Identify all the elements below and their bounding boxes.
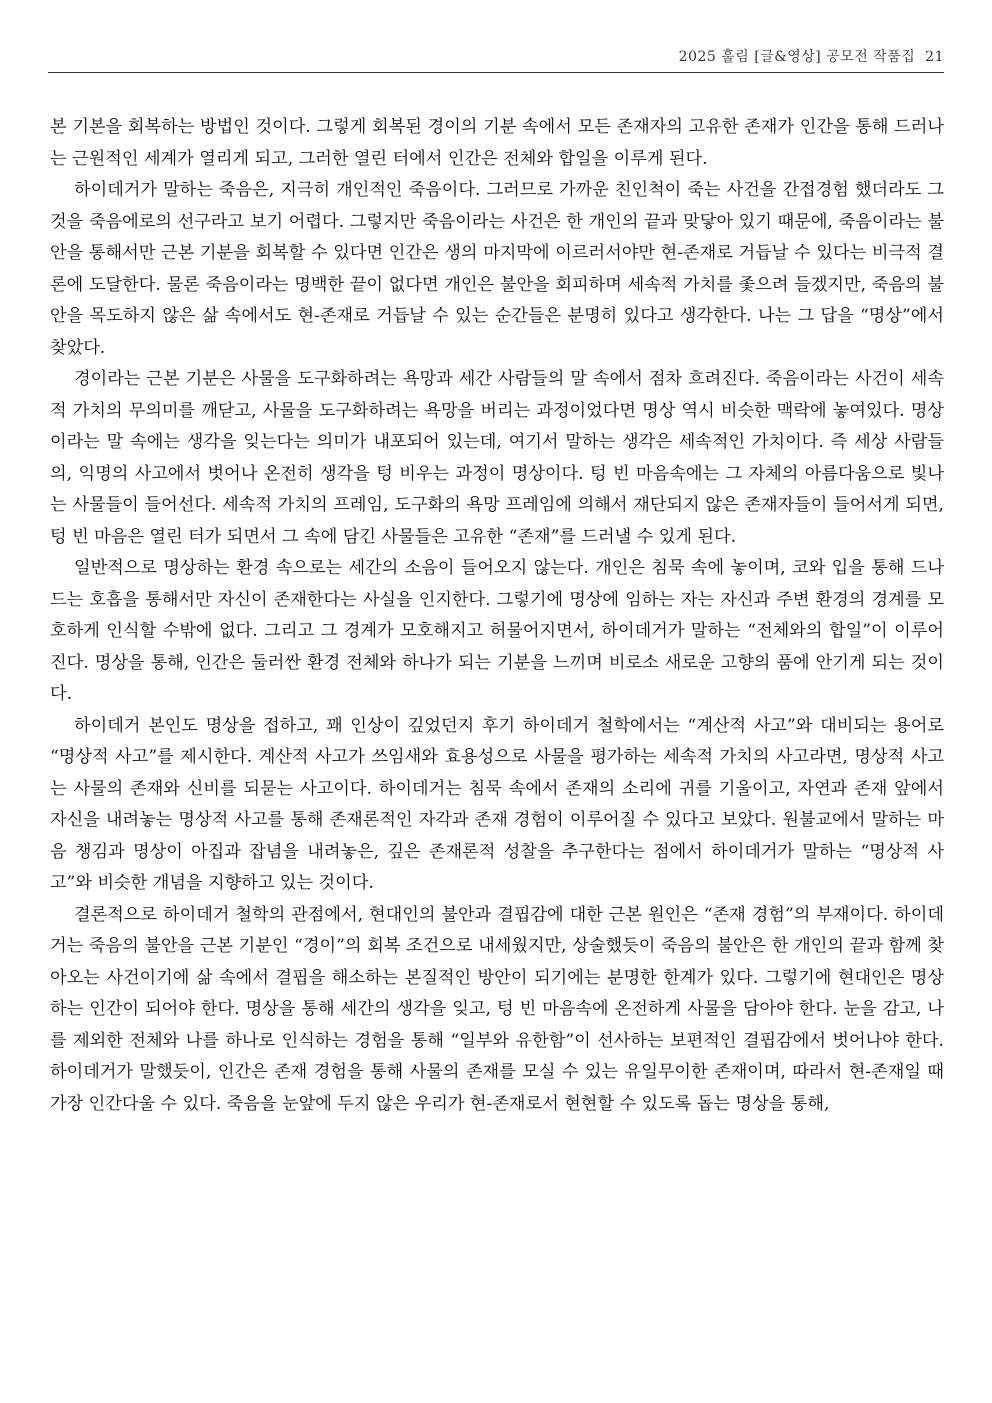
paragraph: 본 기본을 회복하는 방법인 것이다. 그렇게 회복된 경이의 기분 속에서 모든 존재자의 고유한 존재가 인간을 통해 드러나는 근원적인 세계가 열리게 되고, 그러한 열린 터에서 인간은 전체와 합일을 이루게 된다.	[50, 117, 944, 169]
running-header	[48, 40, 944, 73]
running-title: 2025 훌림 [글&영상] 공모전 작품집	[678, 49, 916, 65]
essay-body	[50, 112, 944, 1120]
paragraph: 경이라는 근본 기분은 사물을 도구화하려는 욕망과 세간 사람들의 말 속에서 점차 흐려진다. 죽음이라는 사건이 세속적 가치의 무의미를 깨닫고, 사물을 도구화하려는 욕망을 버리는 과정이었다면 명상 역시 비슷한 맥락에 놓여있다. 명상이라는 말 속에는 생각을 잊는다는 의미가 내포되어 있는데, 여기서 말하는 생각은 세속적인 가치이다. 즉 세상 사람들의, 익명의 사고에서 벗어나 온전히 생각을 텅 비우는 과정이 명상이다. 텅 빈 마음속에는 그 자체의 아름다움으로 빛나는 사물들이 들어선다. 세속적 가치의 프레임, 도구화의 욕망 프레임에 의해서 재단되지 않은 존재자들이 들어서게 되면, 텅 빈 마음은 열린 터가 되면서 그 속에 담긴 사물들은 고유한 “존재”를 드러낼 수 있게 된다.	[50, 369, 944, 547]
paragraph: 하이데거가 말하는 죽음은, 지극히 개인적인 죽음이다. 그러므로 가까운 친인척이 죽는 사건을 간접경험 했더라도 그것을 죽음에로의 선구라고 보기 어렵다. 그렇지만 죽음이라는 사건은 한 개인의 끝과 맞닿아 있기 때문에, 죽음이라는 불안을 통해서만 근본 기분을 회복할 수 있다면 인간은 생의 마지막에 이르러서야만 현-존재로 거듭날 수 있다는 비극적 결론에 도달한다. 물론 죽음이라는 명백한 끝이 없다면 개인은 불안을 회피하며 세속적 가치를 좇으려 들겠지만, 죽음의 불안을 목도하지 않은 삶 속에서도 현-존재로 거듭날 수 있는 순간들은 분명히 있다고 생각한다. 나는 그 답을 “명상”에서 찾았다.	[50, 180, 944, 358]
paragraph: 하이데거 본인도 명상을 접하고, 꽤 인상이 깊었던지 후기 하이데거 철학에서는 “계산적 사고”와 대비되는 용어로 “명상적 사고”를 제시한다. 계산적 사고가 쓰임새와 효용성으로 사물을 평가하는 세속적 가치의 사고라면, 명상적 사고는 사물의 존재와 신비를 되묻는 사고이다. 하이데거는 침묵 속에서 존재의 소리에 귀를 기울이고, 자연과 존재 앞에서 자신을 내려놓는 명상적 사고를 통해 존재론적인 자각과 존재 경험이 이루어질 수 있다고 보았다. 원불교에서 말하는 마음 챙김과 명상이 아집과 잡념을 내려놓은, 깊은 존재론적 성찰을 추구한다는 점에서 하이데거가 말하는 “명상적 사고”와 비슷한 개념을 지향하고 있는 것이다.	[50, 715, 944, 893]
header-text	[679, 46, 944, 66]
paragraph: 일반적으로 명상하는 환경 속으로는 세간의 소음이 들어오지 않는다. 개인은 침묵 속에 놓이며, 코와 입을 통해 드나드는 호흡을 통해서만 자신이 존재한다는 사실을 인지한다. 그렇기에 명상에 임하는 자는 자신과 주변 환경의 경계를 모호하게 인식할 수밖에 없다. 그리고 그 경계가 모호해지고 허물어지면서, 하이데거가 말하는 “전체와의 합일”이 이루어진다. 명상을 통해, 인간은 둘러싼 환경 전체와 하나가 되는 기분을 느끼며 비로소 새로운 고향의 품에 안기게 되는 것이다.	[50, 558, 944, 704]
paragraph: 결론적으로 하이데거 철학의 관점에서, 현대인의 불안과 결핍감에 대한 근본 원인은 “존재 경험”의 부재이다. 하이데거는 죽음의 불안을 근본 기분인 “경이”의 회복 조건으로 내세웠지만, 상술했듯이 죽음의 불안은 한 개인의 끝과 함께 찾아오는 사건이기에 삶 속에서 결핍을 해소하는 본질적인 방안이 되기에는 분명한 한계가 있다. 그렇기에 현대인은 명상하는 인간이 되어야 한다. 명상을 통해 세간의 생각을 잊고, 텅 빈 마음속에 온전하게 사물을 담아야 한다. 눈을 감고, 나를 제외한 전체와 나를 하나로 인식하는 경험을 통해 “일부와 유한함”이 선사하는 보편적인 결핍감에서 벗어나야 한다. 하이데거가 말했듯이, 인간은 존재 경험을 통해 사물의 존재를 모실 수 있는 유일무이한 존재이며, 따라서 현-존재일 때 가장 인간다울 수 있다. 죽음을 눈앞에 두지 않은 우리가 현-존재로서 현현할 수 있도록 돕는 명상을 통해,	[50, 904, 944, 1114]
page-number: 21	[925, 49, 944, 65]
